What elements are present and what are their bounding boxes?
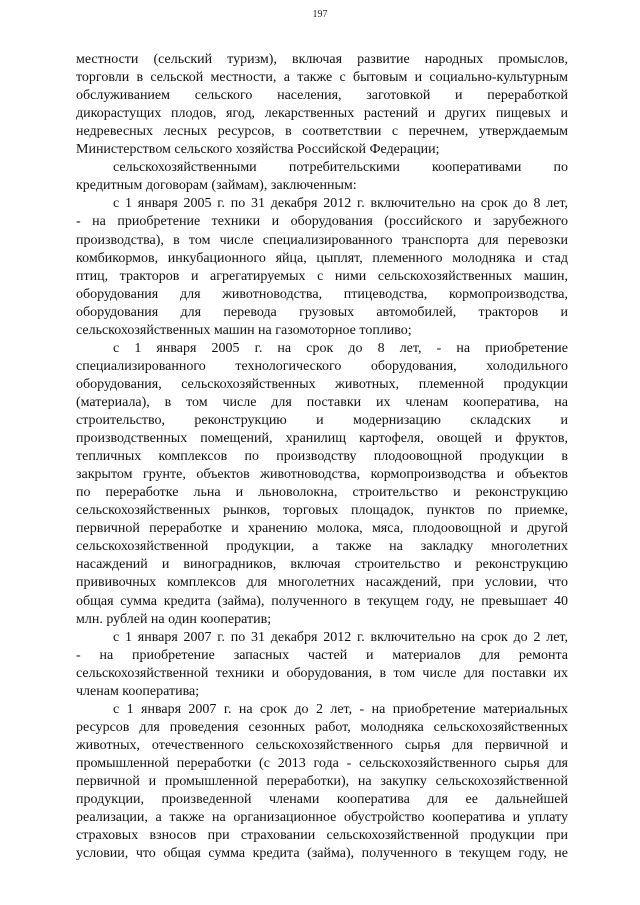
text-line: торговли в сельской местности, а также с бытовым и социально-культурным xyxy=(76,70,568,86)
text-line: тепличных комплексов по производству плодоовощной продукции в xyxy=(76,449,568,465)
text-line: первичной переработке и хранению молока, мяса, плодоовощной и другой xyxy=(76,521,568,537)
text-line: местности (сельский туризм), включая развитие народных промыслов, xyxy=(76,52,568,67)
text-line: членам кооператива; xyxy=(76,683,200,699)
page-number: 197 xyxy=(312,9,328,20)
text-line: оборудования для животноводства, птицеводства, кормопроизводства, xyxy=(76,286,568,302)
text-line: промышленной переработки (с 2013 года - сельскохозяйственного сырья для xyxy=(76,755,568,771)
text-line: обслуживанием сельского населения, заготовкой и переработкой xyxy=(76,88,568,104)
text-line: продукции, произведенной членами кооператива для ее дальнейшей xyxy=(76,792,568,808)
text-line: общая сумма кредита (займа), полученного в текущем году, не превышает 40 xyxy=(76,593,568,609)
text-line: с 1 января 2005 г. по 31 декабря 2012 г. включительно на срок до 8 лет, xyxy=(113,196,568,212)
text-line: по переработке льна и льноволокна, строительство и реконструкцию xyxy=(76,485,568,501)
text-line: насаждений и виноградников, включая строительство и реконструкцию xyxy=(76,557,568,573)
text-line: дикорастущих плодов, ягод, лекарственных растений и других пищевых и xyxy=(76,106,568,122)
text-line: прививочных комплексов для многолетних насаждений, при условии, что xyxy=(76,575,568,591)
text-line: Министерством сельского хозяйства Российской Федерации; xyxy=(76,142,440,158)
text-line: сельскохозяйственных рынков, торговых площадок, пунктов по приемке, xyxy=(76,503,568,519)
text-line: страховых взносов при страховании сельскохозяйственной продукции при xyxy=(76,828,568,844)
text-line: производственных помещений, хранилищ картофеля, овощей и фруктов, xyxy=(76,431,568,447)
text-line: сельскохозяйственной техники и оборудования, в том числе для поставки их xyxy=(76,665,568,681)
text-line: животных, отечественного сельскохозяйственного сырья для первичной и xyxy=(76,737,568,753)
text-line: с 1 января 2007 г. по 31 декабря 2012 г. включительно на срок до 2 лет, xyxy=(113,629,568,645)
text-line: комбикормов, инкубационного яйца, цыплят, племенного молодняка и стад xyxy=(76,250,568,266)
text-line: недревесных лесных ресурсов, в соответствии с перечнем, утверждаемым xyxy=(76,124,568,140)
text-line: (материала), в том числе для поставки их членам кооператива, на xyxy=(76,394,568,410)
text-line: птиц, тракторов и агрегатируемых с ними сельскохозяйственных машин, xyxy=(76,268,568,284)
text-line: - на приобретение техники и оборудования (российского и зарубежного xyxy=(76,214,568,230)
text-line: оборудования для перевода грузовых автомобилей, тракторов и xyxy=(76,304,568,320)
text-line: кредитным договорам (займам), заключенным: xyxy=(76,178,357,194)
text-line: - на приобретение запасных частей и материалов для ремонта xyxy=(76,647,568,663)
text-line: сельскохозяйственными потребительскими кооперативами по xyxy=(113,160,568,176)
text-line: строительство, реконструкцию и модернизацию складских и xyxy=(76,413,568,428)
text-line: ресурсов для проведения сезонных работ, молодняка сельскохозяйственных xyxy=(76,719,568,735)
text-line: сельскохозяйственных машин на газомоторное топливо; xyxy=(76,322,412,338)
text-line: реализации, а также на организационное обустройство кооператива и уплату xyxy=(76,810,568,826)
text-line: специализированного технологического оборудования, холодильного xyxy=(76,358,568,374)
text-line: с 1 января 2005 г. на срок до 8 лет, - на приобретение xyxy=(113,340,568,356)
text-line: млн. рублей на один кооператив; xyxy=(76,611,272,627)
text-line: производства), в том числе специализированного транспорта для перевозки xyxy=(76,232,568,248)
text-line: сельскохозяйственной продукции, а также на закладку многолетних xyxy=(76,539,568,555)
text-line: первичной и промышленной переработки), на закупку сельскохозяйственной xyxy=(76,774,568,789)
text-line: оборудования, сельскохозяйственных животных, племенной продукции xyxy=(76,376,568,392)
text-line: закрытом грунте, объектов животноводства, кормопроизводства и объектов xyxy=(76,467,568,483)
text-line: с 1 января 2007 г. на срок до 2 лет, - на приобретение материальных xyxy=(113,701,568,717)
text-line: условии, что общая сумма кредита (займа), полученного в текущем году, не xyxy=(76,846,568,862)
